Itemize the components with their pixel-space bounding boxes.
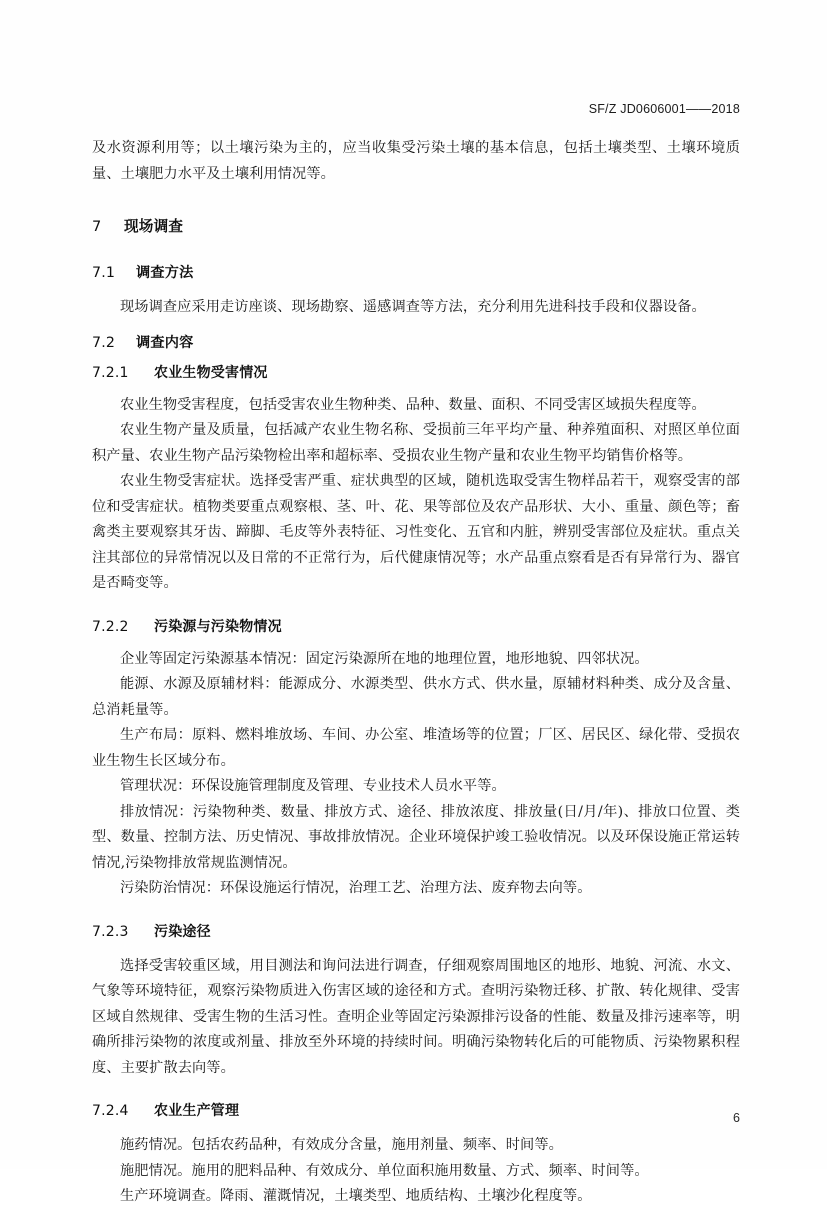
heading-7-2-2-number: 7.2.2 [92,618,129,635]
spacer [92,385,740,393]
paragraph-7-2-1-3: 农业生物受害症状。选择受害严重、症状典型的区域，随机选取受害生物样品若干，观察受害的部位和受害症状。植物类要重点观察根、茎、叶、花、果等部位及农产品形状、大小、重量、颜色等；畜禽类主要观察其牙齿、蹄脚、毛皮等外表特征、习性变化、五官和内脏，辨别受害部位及症状。重点关注其部位的异常情况以及日常的不正常行为，后代健康情况等；水产品重点察看是否有异常行为、器官是否畸变等。 [92,473,740,591]
heading-7-2-2-title: 污染源与污染物情况 [154,618,282,635]
heading-7-2-1-number: 7.2.1 [92,364,129,381]
spacer [92,639,740,647]
paragraph-7-2-1-1: 农业生物受害程度，包括受害农业生物种类、品种、数量、面积、不同受害区域损失程度等。 [120,396,706,413]
heading-7-2-4-number: 7.2.4 [92,1103,129,1119]
heading-7-2-3-number: 7.2.3 [92,923,129,940]
heading-7-2-number: 7.2 [92,334,116,351]
spacer [92,1123,740,1133]
spacer [92,1081,740,1099]
spacer [92,187,740,215]
heading-7-2-title: 调查内容 [136,334,194,351]
heading-7-2-3-title: 污染途径 [154,923,211,940]
heading-7-1-title: 调查方法 [136,265,194,281]
heading-7-2-4-title: 农业生产管理 [154,1103,240,1119]
heading-7-title: 现场调查 [124,218,184,235]
paragraph-7-2-2-5: 排放情况：污染物种类、数量、排放方式、途径、排放浓度、排放量(日/月/年)、排放口位置、类型、数量、控制方法、历史情况、事故排放情况。企业环境保护竣工验收情况。以及环保设施正常运转情况,污染物排放常规监测情况。 [92,803,740,871]
spacer [92,902,740,920]
heading-7-2-2 [92,615,740,639]
spacer [92,944,740,954]
paragraph-7-2-1-2: 农业生物产量及质量，包括减产农业生物名称、受损前三年平均产量、种养殖面积、对照区单位面积产量、农业生物产品污染物检出率和超标率、受损农业生物产量和农业生物平均销售价格等。 [92,422,740,464]
paragraph-7-2-2-1: 企业等固定污染源基本情况：固定污染源所在地的地理位置，地形地貌、四邻状况。 [120,650,649,667]
paragraph-7-2-4-2: 施肥情况。施用的肥料品种、有效成分、单位面积施用数量、方式、频率、时间等。 [120,1162,649,1179]
heading-7-2-1 [92,361,740,385]
heading-7-2-1-title: 农业生物受害情况 [154,364,268,381]
spacer [92,239,740,261]
spacer [92,285,740,295]
page-number: 6 [733,1111,740,1125]
paragraph-7-2-4-1: 施药情况。包括农药品种，有效成分含量，施用剂量、频率、时间等。 [120,1137,563,1153]
heading-7 [92,215,740,239]
paragraph-7-2-2-3: 生产布局：原料、燃料堆放场、车间、办公室、堆渣场等的位置；厂区、居民区、绿化带、受损农业生物生长区域分布。 [92,727,740,769]
heading-7-number: 7 [92,218,102,235]
heading-7-1 [92,261,740,285]
running-header: SF/Z JD0606001——2018 [588,102,740,116]
heading-7-1-number: 7.1 [92,265,116,281]
spacer [92,597,740,615]
paragraph-7-2-2-2: 能源、水源及原辅材料：能源成分、水源类型、供水方式、供水量，原辅材料种类、成分及含量、总消耗量等。 [92,676,740,718]
heading-7-2-3 [92,920,740,944]
continued-paragraph: 及水资源利用等；以土壤污染为主的，应当收集受污染土壤的基本信息，包括土壤类型、土壤环境质量、土壤肥力水平及土壤利用情况等。 [92,140,740,182]
paragraph-7-2-2-4: 管理状况：环保设施管理制度及管理、专业技术人员水平等。 [120,778,506,794]
paragraph-7-2-2-6: 污染防治情况：环保设施运行情况，治理工艺、治理方法、废弃物去向等。 [120,880,592,896]
paragraph-7-2-4-3: 生产环境调查。降雨、灌溉情况，土壤类型、地质结构、土壤沙化程度等。 [120,1188,592,1204]
heading-7-2 [92,331,740,355]
page-content [92,100,740,1210]
heading-7-2-4 [92,1099,740,1123]
paragraph-7-1: 现场调查应采用走访座谈、现场勘察、遥感调查等方法，充分利用先进科技手段和仪器设备。 [120,299,706,315]
spacer [92,321,740,331]
paragraph-7-2-3-1: 选择受害较重区域，用目测法和询问法进行调查，仔细观察周围地区的地形、地貌、河流、水文、气象等环境特征，观察污染物质进入伤害区域的途径和方式。查明污染物迁移、扩散、转化规律、受害区域自然规律、受害生物的生活习性。查明企业等固定污染源排污设备的性能、数量及排污速率等，明确所排污染物的浓度或剂量、排放至外环境的持续时间。明确污染物转化后的可能物质、污染物累积程度、主要扩散去向等。 [92,957,740,1076]
